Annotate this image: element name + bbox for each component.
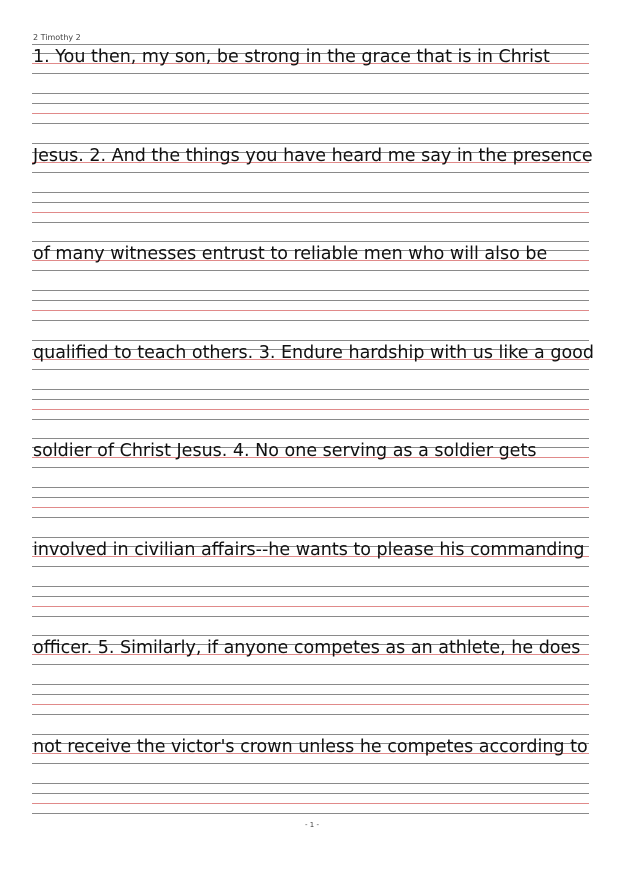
gray-guide-line (32, 241, 589, 242)
text-line: Jesus. 2. And the things you have heard me say in the presence (33, 146, 593, 166)
gray-guide-line (32, 399, 589, 400)
gray-guide-line (32, 369, 589, 370)
gray-guide-line (32, 635, 589, 636)
gray-guide-line (32, 340, 589, 341)
red-guide-line (32, 409, 589, 410)
red-guide-line (32, 803, 589, 804)
gray-guide-line (32, 497, 589, 498)
gray-guide-line (32, 763, 589, 764)
gray-guide-line (32, 566, 589, 567)
gray-guide-line (32, 419, 589, 420)
page-number: - 1 - (305, 821, 319, 829)
gray-guide-line (32, 222, 589, 223)
gray-guide-line (32, 143, 589, 144)
red-guide-line (32, 704, 589, 705)
gray-guide-line (32, 793, 589, 794)
gray-guide-line (32, 202, 589, 203)
gray-guide-line (32, 103, 589, 104)
page-title: 2 Timothy 2 (33, 33, 81, 42)
text-line: qualified to teach others. 3. Endure hardship with us like a good (33, 343, 594, 363)
gray-guide-line (32, 537, 589, 538)
red-guide-line (32, 507, 589, 508)
text-line: soldier of Christ Jesus. 4. No one serving as a soldier gets (33, 441, 537, 461)
text-line: 1. You then, my son, be strong in the grace that is in Christ (33, 47, 550, 67)
gray-guide-line (32, 270, 589, 271)
gray-guide-line (32, 517, 589, 518)
gray-guide-line (32, 467, 589, 468)
gray-guide-line (32, 714, 589, 715)
gray-guide-line (32, 44, 589, 45)
gray-guide-line (32, 734, 589, 735)
text-line: officer. 5. Similarly, if anyone competes as an athlete, he does (33, 638, 581, 658)
gray-guide-line (32, 300, 589, 301)
gray-guide-line (32, 586, 589, 587)
gray-guide-line (32, 320, 589, 321)
red-guide-line (32, 606, 589, 607)
gray-guide-line (32, 664, 589, 665)
gray-guide-line (32, 616, 589, 617)
gray-guide-line (32, 694, 589, 695)
red-guide-line (32, 113, 589, 114)
gray-guide-line (32, 684, 589, 685)
gray-guide-line (32, 389, 589, 390)
gray-guide-line (32, 73, 589, 74)
gray-guide-line (32, 487, 589, 488)
gray-guide-line (32, 172, 589, 173)
gray-guide-line (32, 438, 589, 439)
gray-guide-line (32, 290, 589, 291)
gray-guide-line (32, 596, 589, 597)
gray-guide-line (32, 123, 589, 124)
red-guide-line (32, 212, 589, 213)
text-line: not receive the victor's crown unless he competes according to (33, 737, 588, 757)
text-line: involved in civilian affairs--he wants to please his commanding (33, 540, 585, 560)
gray-guide-line (32, 93, 589, 94)
gray-guide-line (32, 813, 589, 814)
red-guide-line (32, 310, 589, 311)
text-line: of many witnesses entrust to reliable men who will also be (33, 244, 548, 264)
gray-guide-line (32, 192, 589, 193)
gray-guide-line (32, 783, 589, 784)
